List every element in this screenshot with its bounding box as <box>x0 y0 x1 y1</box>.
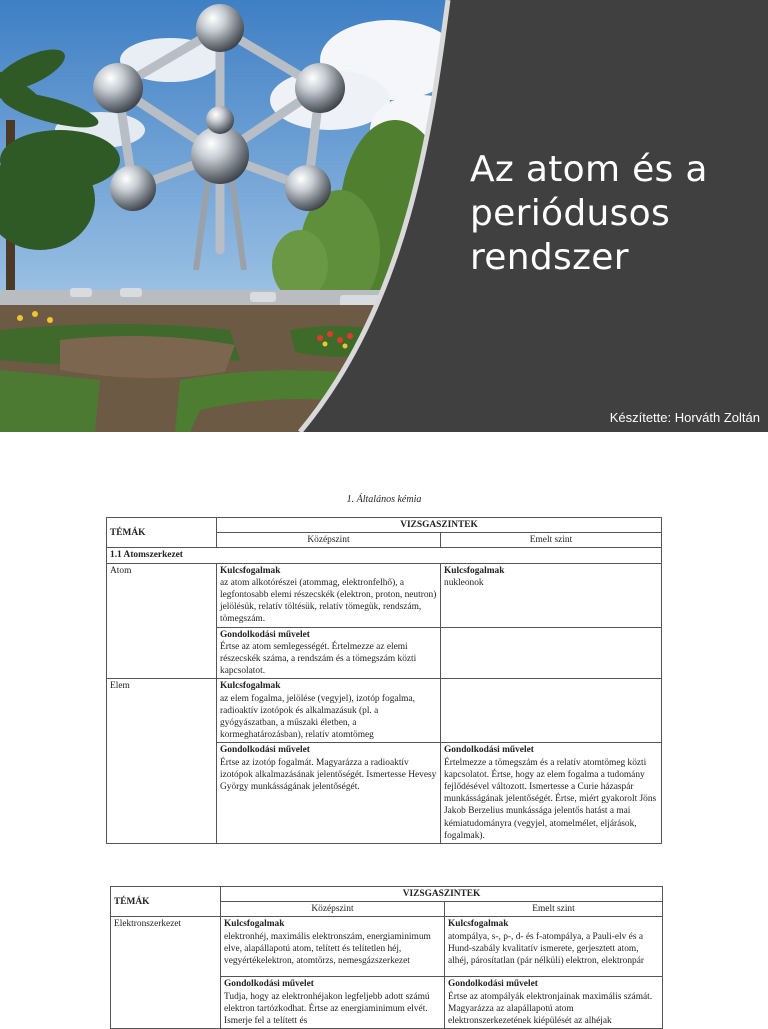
kw-title: Kulcsfogalmak <box>444 565 505 576</box>
atom-adv-key-concepts <box>441 563 662 627</box>
op-title: Gondolkodási művelet <box>224 979 314 990</box>
slide-title: Az atom és a periódusos rendszer <box>470 149 708 278</box>
kw-text: nukleonok <box>444 577 484 588</box>
op-text: Értse az izotóp fogalmát. Magyarázza a radioaktív izotópok alkalmazásának jelentőségét. Ismertesse Hevesy György munkásságának jelentőségét. <box>220 757 437 793</box>
elem-adv-thinking <box>441 743 662 844</box>
kw-title: Kulcsfogalmak <box>224 919 285 930</box>
header-mid-level: Középszint <box>217 533 441 548</box>
row-label-elem: Elem <box>107 679 217 844</box>
kw-title: Kulcsfogalmak <box>220 565 281 576</box>
kw-title: Kulcsfogalmak <box>220 681 281 692</box>
kw-text: az atom alkotórészei (atommag, elektronfelhő), a legfontosabb elemi részecskék (elektron, proton, neutron) jelölésük, relatív töltésük, relatív tömegük, rendszám, tömegszám. <box>220 577 437 625</box>
exam-requirements-table-2 <box>110 886 663 1029</box>
atomium-photo <box>0 0 460 432</box>
es-mid-key-concepts <box>221 917 445 977</box>
header-levels: VIZSGASZINTEK <box>217 518 662 533</box>
es-adv-key-concepts <box>445 917 663 977</box>
op-title: Gondolkodási művelet <box>448 979 538 990</box>
elem-mid-thinking <box>217 743 441 844</box>
kw-text: atompálya, s-, p-, d- és f-atompálya, a Pauli-elv és a Hund-szabály kvalitatív ismerete, gerjesztett atom, alhéj, párosítatlan (pár nélküli) elektron, elektronpár <box>448 931 645 967</box>
atom-adv-thinking-empty <box>441 627 662 679</box>
document-heading: 1. Általános kémia <box>346 494 422 505</box>
header-advanced-level: Emelt szint <box>441 533 662 548</box>
op-text: Értelmezze a tömegszám és a relatív atomtömeg közti kapcsolatot. Értse, hogy az elem fogalma a tudomány fejlődésével változott. Ismertesse a Curie házaspár munkásságának jelentőségét. Értse, miért gyakorolt Jöns Jakob Berzelius munkássága jelentős hatást a mai kémiatudományra (vegyjel, atomelmélet, eljárások, fogalmak). <box>444 757 657 841</box>
atom-mid-thinking <box>217 627 441 679</box>
header-advanced-level: Emelt szint <box>445 902 663 917</box>
kw-text: elektronhéj, maximális elektronszám, energiaminimum elve, alapállapotú atom, telített és telítetlen héj, vegyértékelektron, atomtörzs, nemesgázszerkezet <box>224 931 431 967</box>
atom-mid-key-concepts <box>217 563 441 627</box>
elem-adv-key-concepts-empty <box>441 679 662 743</box>
op-title: Gondolkodási művelet <box>220 629 310 640</box>
section-title: 1.1 Atomszerkezet <box>107 548 662 563</box>
op-title: Gondolkodási művelet <box>220 745 310 756</box>
header-topics: TÉMÁK <box>111 887 221 917</box>
header-mid-level: Középszint <box>221 902 445 917</box>
title-slide <box>0 0 768 432</box>
header-topics: TÉMÁK <box>107 518 217 548</box>
op-text: Értse az atom semlegességét. Értelmezze az elemi részecskék száma, a rendszám és a tömegszám közti kapcsolatot. <box>220 641 417 677</box>
kw-text: az elem fogalma, jelölése (vegyjel), izotóp fogalma, radioaktív izotópok és alkalmazásuk (pl. a gyógyászatban, a műszaki életben, a kormeghatározásban), relatív atomtömeg <box>220 693 415 741</box>
op-text: Értse az atompályák elektronjainak maximális számát. Magyarázza az alapállapotú atom elektronszerkezetének kiépülését az alhéjak <box>448 991 653 1027</box>
header-levels: VIZSGASZINTEK <box>221 887 663 902</box>
kw-title: Kulcsfogalmak <box>448 919 509 930</box>
slide-author: Készítette: Horváth Zoltán <box>609 410 760 425</box>
row-label-electron-structure: Elektronszerkezet <box>111 917 221 1029</box>
op-text: Tudja, hogy az elektronhéjakon legfeljebb adott számú elektron tartózkodhat. Értse az energiaminimum elvét. Ismerje fel a telített és <box>224 991 430 1027</box>
op-title: Gondolkodási művelet <box>444 745 534 756</box>
elem-mid-key-concepts <box>217 679 441 743</box>
row-label-atom: Atom <box>107 563 217 679</box>
es-adv-thinking <box>445 977 663 1029</box>
es-mid-thinking <box>221 977 445 1029</box>
exam-requirements-table-1 <box>106 517 662 844</box>
